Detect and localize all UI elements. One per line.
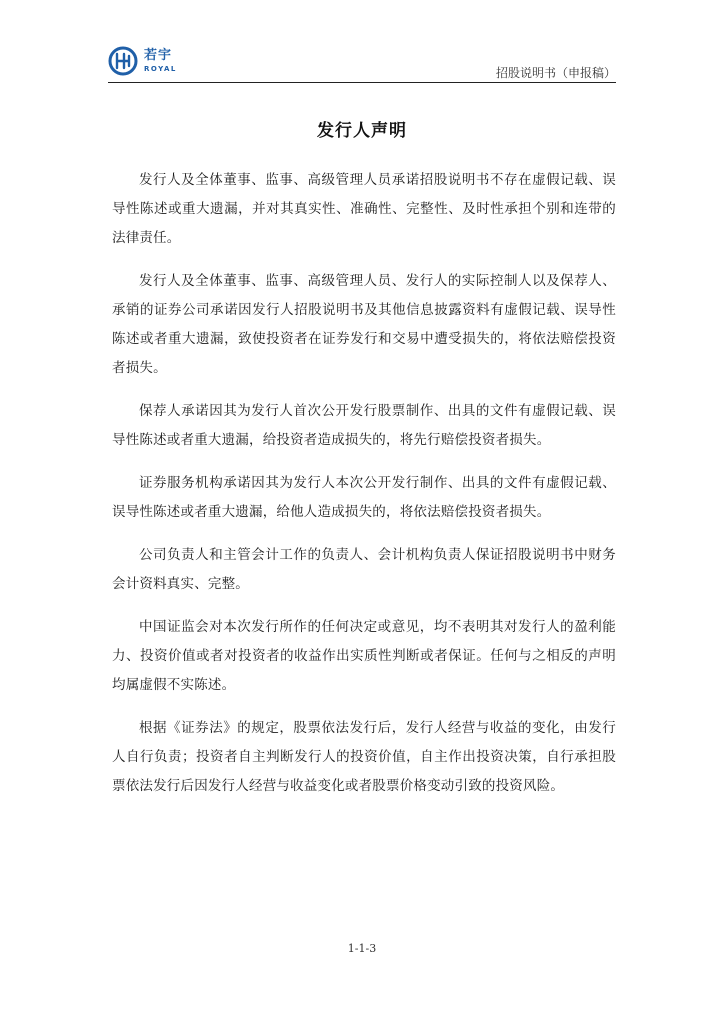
page-number: 1-1-3 bbox=[347, 942, 377, 955]
logo-english-name: ROYAL bbox=[144, 65, 177, 73]
page-header bbox=[108, 44, 616, 82]
paragraph: 保荐人承诺因其为发行人首次公开发行股票制作、出具的文件有虚假记载、误导性陈述或者重大遗漏，给投资者造成损失的，将先行赔偿投资者损失。 bbox=[112, 403, 616, 448]
paragraph: 发行人及全体董事、监事、高级管理人员、发行人的实际控制人以及保荐人、承销的证券公司承诺因发行人招股说明书及其他信息披露资料有虚假记载、误导性陈述或者重大遗漏，致使投资者在证券发行和交易中遭受损失的，将依法赔偿投资者损失。 bbox=[112, 273, 616, 376]
company-logo bbox=[108, 44, 177, 78]
page-title: 发行人声明 bbox=[317, 121, 407, 141]
header-divider bbox=[108, 82, 616, 83]
declaration-body bbox=[112, 166, 616, 815]
paragraph: 发行人及全体董事、监事、高级管理人员承诺招股说明书不存在虚假记载、误导性陈述或重大遗漏，并对其真实性、准确性、完整性、及时性承担个别和连带的法律责任。 bbox=[112, 172, 616, 246]
paragraph: 公司负责人和主管会计工作的负责人、会计机构负责人保证招股说明书中财务会计资料真实、完整。 bbox=[112, 547, 616, 592]
logo-chinese-name: 若宇 bbox=[144, 48, 173, 63]
paragraph: 根据《证券法》的规定，股票依法发行后，发行人经营与收益的变化，由发行人自行负责；投资者自主判断发行人的投资价值，自主作出投资决策，自行承担股票依法发行后因发行人经营与收益变化或者股票价格变动引致的投资风险。 bbox=[112, 720, 616, 794]
document-type-label: 招股说明书（申报稿） bbox=[495, 66, 616, 80]
paragraph: 中国证监会对本次发行所作的任何决定或意见，均不表明其对发行人的盈利能力、投资价值或者对投资者的收益作出实质性判断或者保证。任何与之相反的声明均属虚假不实陈述。 bbox=[112, 619, 616, 693]
paragraph: 证券服务机构承诺因其为发行人本次公开发行制作、出具的文件有虚假记载、误导性陈述或者重大遗漏，给他人造成损失的，将依法赔偿投资者损失。 bbox=[112, 475, 616, 520]
royal-logo-icon bbox=[108, 46, 138, 76]
